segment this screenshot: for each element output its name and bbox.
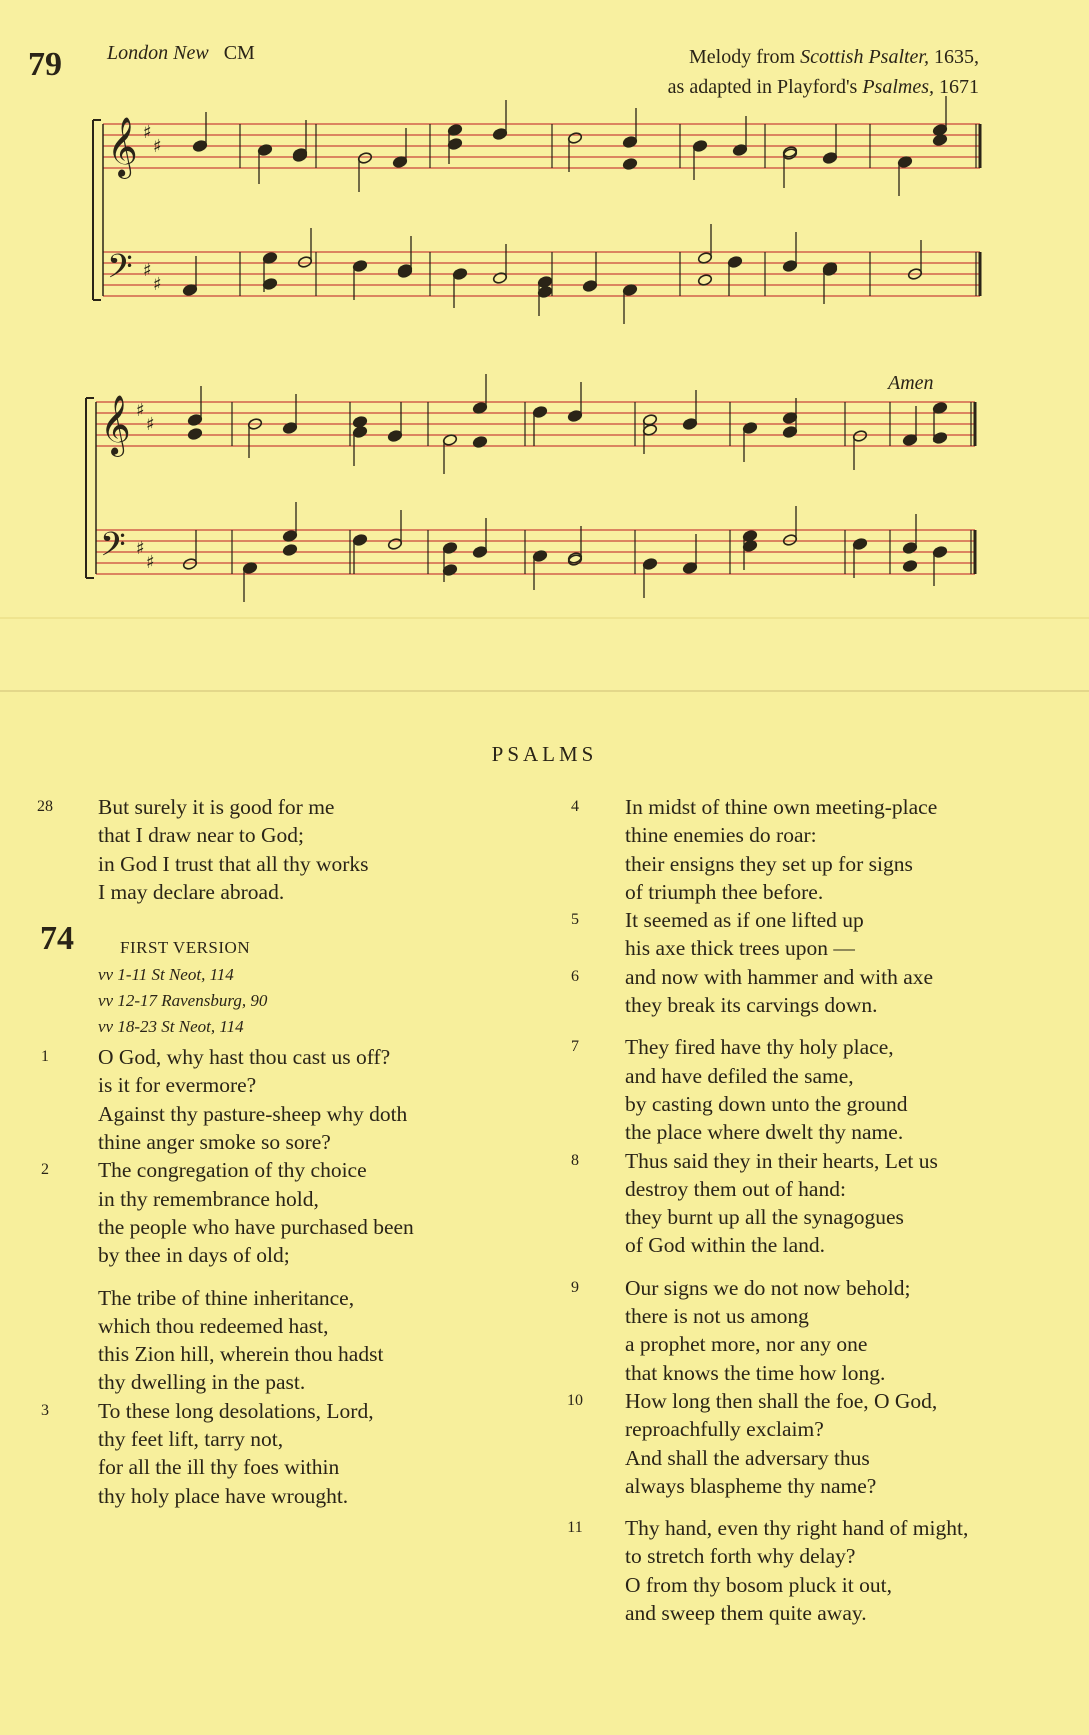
verse-number: 10 — [567, 1391, 583, 1409]
tune-assignment: vv 12-17 Ravensburg, 90 — [98, 991, 268, 1011]
sharp-icon: ♯ — [153, 136, 162, 157]
verse-line: and sweep them quite away. — [625, 1601, 867, 1626]
verse-line: a prophet more, nor any one — [625, 1332, 868, 1357]
verse-line: I may declare abroad. — [98, 879, 285, 904]
verse-number: 9 — [571, 1278, 579, 1296]
verse-line: their ensigns they set up for signs — [625, 851, 913, 876]
verse-line: O God, why hast thou cast us off? — [98, 1045, 391, 1070]
verse-line: To these long desolations, Lord, — [98, 1398, 374, 1423]
verse-8 — [560, 1149, 1060, 1262]
verse-line: reproachfully exclaim? — [625, 1417, 824, 1442]
verse-line: They fired have thy holy place, — [625, 1035, 894, 1060]
treble-clef-icon: 𝄞 — [107, 117, 138, 177]
verse-line: And shall the adversary thus — [625, 1445, 870, 1470]
verse-11 — [560, 1516, 1060, 1629]
sharp-icon: ♯ — [146, 552, 155, 573]
verse-line: It seemed as if one lifted up — [625, 908, 864, 933]
music-score — [0, 0, 1089, 620]
verse-4 — [560, 795, 1060, 908]
verse-line: Our signs we do not now behold; — [625, 1275, 911, 1300]
verse-number: 8 — [571, 1151, 579, 1169]
verse-2-continued — [30, 1286, 500, 1399]
verse-line: and now with hammer and with axe — [625, 964, 934, 989]
verse-number: 5 — [571, 911, 579, 929]
sharp-icon: ♯ — [136, 538, 145, 559]
verse-line: the people who have purchased been — [98, 1214, 414, 1239]
verse-line: by thee in days of old; — [98, 1243, 290, 1268]
verse-line: But surely it is good for me — [98, 795, 335, 819]
verse-line: Thy hand, even thy right hand of might, — [625, 1516, 969, 1541]
tune-name: London New — [107, 42, 209, 64]
verse-3 — [30, 1399, 500, 1512]
hymn-number: 79 — [28, 46, 62, 83]
verse-line: that knows the time how long. — [625, 1360, 886, 1385]
verse-number: 28 — [37, 798, 53, 815]
verse-line: In midst of thine own meeting-place — [625, 795, 938, 819]
verse-line: destroy them out of hand: — [625, 1176, 846, 1201]
adapted-prefix: as adapted in Playford's — [667, 76, 863, 98]
verse-line: by casting down unto the ground — [625, 1091, 908, 1116]
verse-line: which thou redeemed hast, — [98, 1313, 329, 1338]
verse-line: for all the ill thy foes within — [98, 1455, 340, 1480]
tune-assignment: vv 18-23 St Neot, 114 — [98, 1017, 244, 1037]
verse-line: in God I trust that all thy works — [98, 851, 369, 876]
note-head — [282, 544, 297, 557]
verse-line: thy holy place have wrought. — [98, 1483, 349, 1508]
verse-10 — [560, 1389, 1060, 1502]
verse-line: is it for evermore? — [98, 1073, 257, 1098]
section-title: PSALMS — [491, 742, 598, 766]
melody-year: 1635, — [929, 46, 979, 68]
verse-line: thine anger smoke so sore? — [98, 1130, 331, 1155]
verse-6 — [560, 965, 1060, 1022]
verse-line: O from thy bosom pluck it out, — [625, 1572, 892, 1597]
treble-clef-icon: 𝄞 — [100, 395, 131, 455]
verse-line: The congregation of thy choice — [98, 1158, 367, 1183]
verse-line: of God within the land. — [625, 1233, 826, 1258]
verse-line: How long then shall the foe, O God, — [625, 1388, 938, 1413]
psalm-number: 74 — [40, 920, 74, 958]
verse-28 — [30, 795, 500, 908]
verse-9 — [560, 1276, 1060, 1389]
bass-clef-icon: 𝄢 — [100, 526, 126, 572]
verse-number: 1 — [41, 1048, 49, 1066]
verse-line: they break its carvings down. — [625, 993, 878, 1018]
verse-line: The tribe of thine inheritance, — [98, 1285, 355, 1310]
psalm-header — [30, 908, 500, 1037]
verse-line: thy dwelling in the past. — [98, 1370, 306, 1395]
system-bracket — [93, 120, 101, 300]
note-head — [352, 416, 367, 429]
left-column — [30, 795, 500, 1512]
verse-line: there is not us among — [625, 1304, 809, 1329]
verse-line: that I draw near to God; — [98, 823, 304, 848]
tune-assignment: vv 1-11 St Neot, 114 — [98, 965, 234, 985]
verse-1 — [30, 1045, 500, 1158]
adapted-year: 1671 — [934, 76, 979, 98]
adapted-source: Psalmes, — [862, 76, 934, 98]
bass-clef-icon: 𝄢 — [107, 248, 133, 294]
verse-line: of triumph thee before. — [625, 879, 824, 904]
system-bracket — [86, 398, 94, 578]
verse-line: always blaspheme thy name? — [625, 1473, 877, 1498]
version-label: FIRST VERSION — [120, 938, 251, 958]
verse-number: 11 — [567, 1519, 583, 1537]
verse-number: 3 — [41, 1401, 49, 1419]
verse-line: this Zion hill, wherein thou hadst — [98, 1342, 384, 1367]
verse-line: thy feet lift, tarry not, — [98, 1427, 284, 1452]
verse-line: they burnt up all the synagogues — [625, 1205, 904, 1230]
verse-number: 4 — [571, 798, 579, 815]
verse-2 — [30, 1158, 500, 1271]
sharp-icon: ♯ — [146, 414, 155, 435]
verse-line: in thy remembrance hold, — [98, 1186, 319, 1211]
verse-number: 6 — [571, 967, 579, 985]
verse-line: Thus said they in their hearts, Let us — [625, 1148, 938, 1173]
verse-line: to stretch forth why delay? — [625, 1544, 856, 1569]
verse-line: the place where dwelt thy name. — [625, 1120, 904, 1145]
melody-source: Scottish Psalter, — [800, 46, 929, 68]
verse-line: thine enemies do roar: — [625, 823, 817, 848]
note-head — [187, 428, 202, 441]
sharp-icon: ♯ — [143, 260, 152, 281]
page-fold-line — [0, 690, 1089, 692]
note-head — [902, 560, 917, 573]
melody-prefix: Melody from — [689, 46, 801, 68]
verse-7 — [560, 1035, 1060, 1148]
sharp-icon: ♯ — [153, 274, 162, 295]
verse-number: 2 — [41, 1161, 49, 1179]
right-column — [560, 795, 1060, 1629]
verse-line: Against thy pasture-sheep why doth — [98, 1101, 408, 1126]
amen-label: Amen — [888, 372, 934, 394]
sharp-icon: ♯ — [143, 122, 152, 143]
verse-5 — [560, 908, 1060, 965]
tune-meter: CM — [223, 42, 255, 64]
verse-number: 7 — [571, 1038, 579, 1056]
verse-line: his axe thick trees upon — — [625, 936, 855, 961]
sharp-icon: ♯ — [136, 400, 145, 421]
verse-line: and have defiled the same, — [625, 1063, 854, 1088]
